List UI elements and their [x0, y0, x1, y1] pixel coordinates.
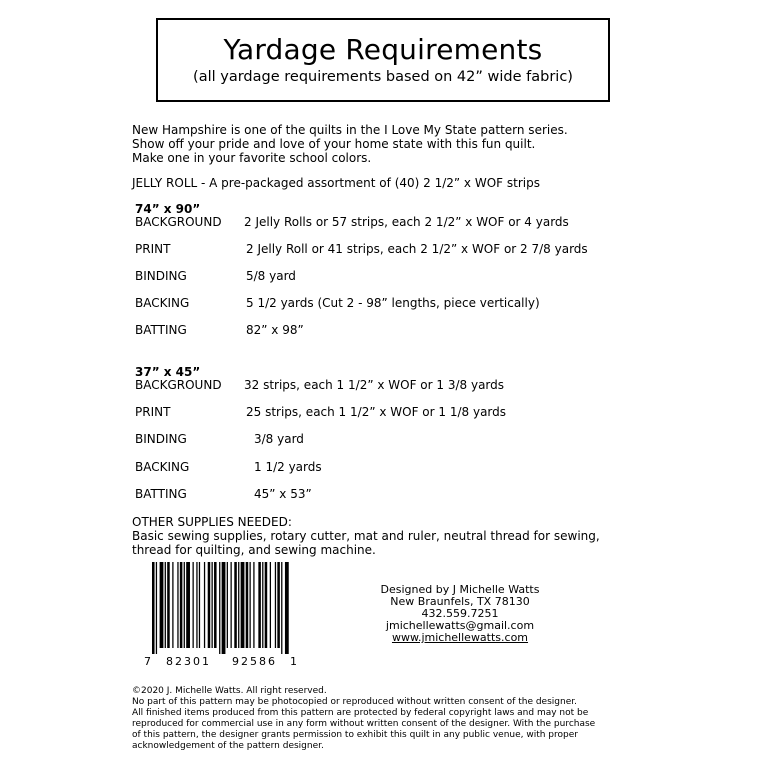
barcode-bar	[281, 562, 282, 654]
row-label: BACKING	[135, 460, 190, 474]
jelly-roll-note: JELLY ROLL - A pre-packaged assortment of (40) 2 1/2” x WOF strips	[132, 176, 540, 190]
supplies-section	[132, 515, 692, 557]
supplies-heading: OTHER SUPPLIES NEEDED:	[132, 515, 292, 529]
barcode-bar	[199, 562, 200, 648]
row-value: 5/8 yard	[246, 269, 296, 283]
barcode-bar	[227, 562, 228, 648]
barcode-bar	[238, 562, 239, 648]
barcode-bar	[219, 562, 220, 654]
row-label: BACKGROUND	[135, 215, 222, 229]
page-subtitle: (all yardage requirements based on 42” wide fabric)	[193, 69, 573, 85]
barcode-bar	[222, 562, 226, 654]
barcode-bar	[270, 562, 271, 648]
barcode-bar	[172, 562, 173, 648]
designer-website-link[interactable]: www.jmichellewatts.com	[391, 631, 529, 644]
row-label: PRINT	[135, 405, 171, 419]
row-label: BACKGROUND	[135, 378, 222, 392]
barcode-digits-left: 82301	[166, 655, 211, 668]
copyright-line: acknowledgement of the pattern designer.	[132, 741, 324, 751]
row-value: 25 strips, each 1 1/2” x WOF or 1 1/8 yards	[246, 405, 507, 419]
row-label: BATTING	[135, 487, 187, 501]
supplies-line: Basic sewing supplies, rotary cutter, mat and ruler, neutral thread for sewing,	[132, 529, 600, 543]
barcode-bar	[277, 562, 280, 648]
barcode-bar	[184, 562, 185, 648]
barcode-bar	[165, 562, 166, 648]
barcode-bar	[275, 562, 276, 648]
barcode-bar	[208, 562, 211, 648]
row-value: 45” x 53”	[254, 487, 312, 501]
copyright-line: of this pattern, the designer grants permission to exhibit this quilt in any public venue, with proper	[132, 730, 578, 740]
barcode-image	[152, 562, 290, 654]
row-label: BINDING	[135, 432, 187, 446]
designer-email[interactable]: jmichellewatts@gmail.com	[385, 619, 535, 632]
row-value: 3/8 yard	[254, 432, 304, 446]
row-label: PRINT	[135, 242, 171, 256]
title-box	[156, 18, 610, 102]
copyright-line: reproduced for commercial use in any form without written consent of the designer. With the purchase	[132, 719, 596, 729]
barcode-bar	[265, 562, 268, 648]
barcode-bar	[241, 562, 245, 648]
size-small-title: 37” x 45”	[135, 365, 201, 379]
intro-line: New Hampshire is one of the quilts in the I Love My State pattern series.	[132, 123, 568, 137]
intro-paragraph	[132, 123, 652, 165]
designer-name: Designed by J Michelle Watts	[380, 583, 540, 596]
barcode-bar	[285, 562, 289, 654]
barcode-bar	[177, 562, 178, 648]
barcode-bar	[156, 562, 157, 654]
barcode-bar	[214, 562, 217, 648]
barcode-bar	[152, 562, 155, 654]
barcode-digit-last: 1	[290, 655, 297, 668]
copyright-line: No part of this pattern may be photocopied or reproduced without written consent of the designer.	[132, 697, 577, 707]
row-value: 2 Jelly Roll or 41 strips, each 2 1/2” x WOF or 2 7/8 yards	[246, 242, 588, 256]
row-value: 5 1/2 yards (Cut 2 - 98” lengths, piece vertically)	[246, 296, 540, 310]
size-large-title: 74” x 90”	[135, 202, 201, 216]
copyright-line: All finished items produced from this pattern are protected by federal copyright laws and may not be	[132, 708, 589, 718]
barcode-digits-right: 92586	[232, 655, 277, 668]
barcode-bar	[246, 562, 249, 648]
row-label: BINDING	[135, 269, 187, 283]
barcode-digit-first: 7	[144, 655, 151, 668]
barcode-bar	[262, 562, 263, 648]
barcode-bar	[253, 562, 254, 648]
row-value: 32 strips, each 1 1/2” x WOF or 1 3/8 yards	[244, 378, 505, 392]
designer-info	[362, 584, 558, 644]
designer-city: New Braunfels, TX 78130	[390, 595, 530, 608]
barcode-bar	[204, 562, 205, 648]
barcode-bar	[212, 562, 213, 648]
supplies-line: thread for quilting, and sewing machine.	[132, 543, 376, 557]
row-value: 82” x 98”	[246, 323, 304, 337]
barcode-bar	[196, 562, 197, 648]
barcode-bar	[258, 562, 261, 648]
barcode-bar	[231, 562, 232, 648]
copyright-line: ©2020 J. Michelle Watts. All right reserved.	[132, 686, 327, 696]
barcode-bar	[193, 562, 194, 648]
row-value: 2 Jelly Rolls or 57 strips, each 2 1/2” x WOF or 4 yards	[244, 215, 569, 229]
row-value: 1 1/2 yards	[254, 460, 322, 474]
barcode-bar	[186, 562, 190, 648]
barcode-bar	[234, 562, 237, 648]
barcode-bar	[249, 562, 250, 648]
barcode-bar	[167, 562, 170, 648]
intro-line: Show off your pride and love of your home state with this fun quilt.	[132, 137, 536, 151]
barcode-bar	[180, 562, 183, 648]
copyright-notice	[132, 686, 632, 752]
row-label: BACKING	[135, 296, 190, 310]
row-label: BATTING	[135, 323, 187, 337]
intro-line: Make one in your favorite school colors.	[132, 151, 372, 165]
designer-phone: 432.559.7251	[421, 607, 499, 620]
barcode-bar	[160, 562, 164, 648]
page-title: Yardage Requirements	[223, 33, 543, 66]
